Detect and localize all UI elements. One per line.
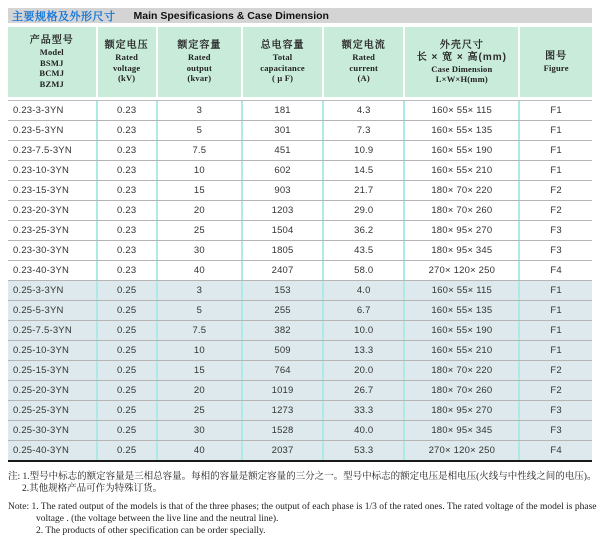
table-row	[8, 281, 592, 301]
header-label-en: Rated	[115, 52, 139, 63]
table-row	[8, 381, 592, 401]
table-row	[8, 261, 592, 281]
table-cell: 160× 55× 190	[403, 321, 518, 340]
table-cell: 764	[241, 361, 322, 380]
header-label-en: Rated	[352, 52, 376, 63]
table-cell: F1	[518, 161, 592, 180]
table-cell: 43.5	[322, 241, 403, 260]
table-cell: 58.0	[322, 261, 403, 280]
header-label-en: (A)	[357, 73, 370, 84]
model-cell: 0.23-40-3YN	[13, 265, 70, 276]
table-cell: 160× 55× 135	[403, 121, 518, 140]
table-cell: 1528	[241, 421, 322, 440]
table-cell: 180× 95× 270	[403, 221, 518, 240]
table-cell: 36.2	[322, 221, 403, 240]
table-row	[8, 441, 592, 460]
table-cell: 160× 55× 135	[403, 301, 518, 320]
table-cell: 40	[156, 441, 241, 460]
table-body	[8, 100, 592, 460]
spec-page	[8, 8, 597, 537]
table-cell: 21.7	[322, 181, 403, 200]
table-cell: 14.5	[322, 161, 403, 180]
table-cell: 26.7	[322, 381, 403, 400]
section-title-chinese: 主要规格及外形尺寸	[12, 10, 116, 23]
header-label-zh: 额定容量	[177, 40, 222, 52]
header-label-en: BSMJ	[40, 57, 64, 68]
table-cell: F3	[518, 421, 592, 440]
table-cell: 25	[156, 221, 241, 240]
table-cell: 270× 120× 250	[403, 441, 518, 460]
header-label-en: capacitance	[260, 62, 305, 73]
table-cell: 301	[241, 121, 322, 140]
table-cell: 0.23	[96, 221, 156, 240]
table-cell: 180× 70× 220	[403, 181, 518, 200]
table-cell: 382	[241, 321, 322, 340]
model-cell: 0.25-5-3YN	[13, 305, 64, 316]
table-cell: 0.25	[96, 421, 156, 440]
table-cell: 0.25	[96, 321, 156, 340]
header-label-zh: 额定电流	[341, 40, 386, 52]
model-cell: 0.23-20-3YN	[13, 205, 70, 216]
table-cell: 0.23	[96, 121, 156, 140]
model-cell: 0.25-30-3YN	[13, 425, 70, 436]
table-cell: 0.25	[96, 401, 156, 420]
section-title-english: Main Spesificasions & Case Dimension	[133, 9, 329, 22]
table-cell: 10.9	[322, 141, 403, 160]
table-cell: 0.25	[96, 341, 156, 360]
model-cell: 0.25-3-3YN	[13, 285, 64, 296]
table-cell: F2	[518, 361, 592, 380]
header-label-en: output	[186, 62, 212, 73]
table-cell: 30	[156, 241, 241, 260]
header-label-en: Total	[272, 52, 293, 63]
table-row	[8, 181, 592, 201]
model-cell: 0.25-10-3YN	[13, 345, 70, 356]
table-cell: 3	[156, 101, 241, 120]
table-cell: 180× 95× 270	[403, 401, 518, 420]
table-cell: 53.3	[322, 441, 403, 460]
note-line: 2.其他规格产品可作为特殊订货。	[22, 484, 163, 494]
table-cell: 7.3	[322, 121, 403, 140]
table-cell: 160× 55× 210	[403, 161, 518, 180]
table-cell: 0.25	[96, 301, 156, 320]
table-cell: 0.25	[96, 381, 156, 400]
table-cell: F4	[518, 261, 592, 280]
header-cell-total-capacitance	[241, 27, 322, 97]
table-cell: 10	[156, 161, 241, 180]
table-cell: 5	[156, 121, 241, 140]
header-label-en: (kvar)	[187, 73, 212, 84]
table-cell: F1	[518, 341, 592, 360]
model-cell: 0.23-5-3YN	[13, 125, 64, 136]
table-cell: 40.0	[322, 421, 403, 440]
table-cell: F3	[518, 401, 592, 420]
table-row	[8, 161, 592, 181]
table-cell: 160× 55× 115	[403, 101, 518, 120]
header-label-en: Case Dimension	[431, 63, 493, 74]
table-cell: 509	[241, 341, 322, 360]
header-label-zh: 外壳尺寸	[439, 39, 484, 51]
table-row	[8, 301, 592, 321]
table-row	[8, 201, 592, 221]
table-cell: 270× 120× 250	[403, 261, 518, 280]
table-cell: F1	[518, 121, 592, 140]
table-cell: 0.23	[96, 161, 156, 180]
model-cell: 0.25-7.5-3YN	[13, 325, 72, 336]
table-cell: F3	[518, 221, 592, 240]
header-cell-case-dimension	[403, 27, 518, 97]
header-label-en: L×W×H(mm)	[435, 74, 488, 84]
table-cell: 30	[156, 421, 241, 440]
header-label-zh: 产品型号	[29, 35, 74, 46]
table-cell: 20	[156, 381, 241, 400]
table-cell: 0.23	[96, 101, 156, 120]
header-cell-figure	[518, 27, 592, 97]
table-cell: 33.3	[322, 401, 403, 420]
note-line: Note: 1. The rated output of the models is that of the three phases; the output of each phase is 1/3 of the rated ones. The rated voltage of the model is phase	[8, 502, 597, 512]
model-cell: 0.25-25-3YN	[13, 405, 70, 416]
table-row	[8, 361, 592, 381]
header-label-en: voltage	[112, 62, 141, 73]
table-cell: 7.5	[156, 141, 241, 160]
table-cell: F2	[518, 381, 592, 400]
table-cell: 160× 55× 190	[403, 141, 518, 160]
model-cell: 0.25-15-3YN	[13, 365, 70, 376]
table-row	[8, 101, 592, 121]
table-header-row	[8, 27, 592, 97]
header-label-en: current	[349, 62, 379, 73]
header-label-zh: 图号	[545, 50, 568, 62]
header-cell-model	[8, 27, 96, 97]
table-cell: 180× 70× 260	[403, 381, 518, 400]
table-cell: 0.23	[96, 261, 156, 280]
table-cell: 180× 95× 345	[403, 421, 518, 440]
table-cell: 0.25	[96, 281, 156, 300]
table-cell: 180× 70× 220	[403, 361, 518, 380]
table-cell: 4.0	[322, 281, 403, 300]
model-cell: 0.25-40-3YN	[13, 445, 70, 456]
note-line: 2. The products of other specification can be order specially.	[36, 526, 266, 536]
header-cell-rated-output	[156, 27, 241, 97]
table-cell: 180× 95× 345	[403, 241, 518, 260]
footnotes	[8, 471, 597, 537]
model-cell: 0.23-3-3YN	[13, 105, 64, 116]
table-cell: 29.0	[322, 201, 403, 220]
table-cell: 180× 70× 260	[403, 201, 518, 220]
table-cell: 15	[156, 181, 241, 200]
spec-table	[8, 27, 592, 462]
table-row	[8, 221, 592, 241]
table-cell: 15	[156, 361, 241, 380]
table-cell: 1504	[241, 221, 322, 240]
table-cell: F1	[518, 301, 592, 320]
table-row	[8, 321, 592, 341]
table-row	[8, 121, 592, 141]
table-cell: F1	[518, 321, 592, 340]
table-cell: 1203	[241, 201, 322, 220]
table-cell: 25	[156, 401, 241, 420]
table-cell: 20.0	[322, 361, 403, 380]
table-cell: 602	[241, 161, 322, 180]
table-cell: 10	[156, 341, 241, 360]
table-cell: 153	[241, 281, 322, 300]
model-cell: 0.23-7.5-3YN	[13, 145, 72, 156]
table-cell: 1273	[241, 401, 322, 420]
table-cell: 40	[156, 261, 241, 280]
header-label-en: Model	[39, 47, 64, 57]
table-cell: 160× 55× 210	[403, 341, 518, 360]
note-line: voltage . (the voltage between the live line and the neutral line).	[36, 514, 279, 524]
header-label-zh: 总电容量	[260, 40, 305, 52]
table-cell: 2407	[241, 261, 322, 280]
header-label-zh: 额定电压	[104, 40, 149, 52]
table-cell: 0.25	[96, 361, 156, 380]
table-cell: 903	[241, 181, 322, 200]
header-label-en: (kV)	[118, 73, 136, 84]
table-cell: F4	[518, 441, 592, 460]
header-label-en: BZMJ	[39, 78, 64, 89]
table-cell: F2	[518, 201, 592, 220]
table-cell: F2	[518, 181, 592, 200]
table-cell: 0.25	[96, 441, 156, 460]
table-cell: 1019	[241, 381, 322, 400]
table-cell: 2037	[241, 441, 322, 460]
table-cell: F1	[518, 281, 592, 300]
model-cell: 0.23-15-3YN	[13, 185, 70, 196]
table-cell: 0.23	[96, 181, 156, 200]
header-cell-rated-voltage	[96, 27, 156, 97]
table-cell: 451	[241, 141, 322, 160]
table-row	[8, 241, 592, 261]
header-cell-rated-current	[322, 27, 403, 97]
table-cell: 4.3	[322, 101, 403, 120]
header-label-en: Rated	[187, 52, 211, 63]
table-cell: F3	[518, 241, 592, 260]
table-cell: 13.3	[322, 341, 403, 360]
table-cell: 0.23	[96, 201, 156, 220]
table-cell: 0.23	[96, 241, 156, 260]
table-row	[8, 421, 592, 441]
header-label-zh: 长 × 宽 × 高(mm)	[416, 51, 507, 63]
table-cell: 0.23	[96, 141, 156, 160]
table-cell: F1	[518, 101, 592, 120]
model-cell: 0.23-25-3YN	[13, 225, 70, 236]
note-line: 注: 1.型号中标志的额定容量是三相总容量。每相的容量是额定容量的三分之一。型号中标志的额定电压是相电压(火线与中性线之间的电压)。	[8, 472, 597, 482]
table-cell: 181	[241, 101, 322, 120]
table-cell: 1805	[241, 241, 322, 260]
table-row	[8, 141, 592, 161]
model-cell: 0.23-10-3YN	[13, 165, 70, 176]
table-cell: F1	[518, 141, 592, 160]
table-cell: 5	[156, 301, 241, 320]
model-cell: 0.25-20-3YN	[13, 385, 70, 396]
section-title-bar	[8, 8, 592, 23]
table-cell: 20	[156, 201, 241, 220]
table-cell: 7.5	[156, 321, 241, 340]
table-cell: 3	[156, 281, 241, 300]
table-row	[8, 401, 592, 421]
table-cell: 160× 55× 115	[403, 281, 518, 300]
table-cell: 6.7	[322, 301, 403, 320]
header-label-en: ( μ F)	[272, 73, 294, 84]
model-cell: 0.23-30-3YN	[13, 245, 70, 256]
table-cell: 10.0	[322, 321, 403, 340]
header-label-en: BCMJ	[39, 68, 65, 78]
table-row	[8, 341, 592, 361]
table-cell: 255	[241, 301, 322, 320]
header-label-en: Figure	[543, 62, 569, 73]
